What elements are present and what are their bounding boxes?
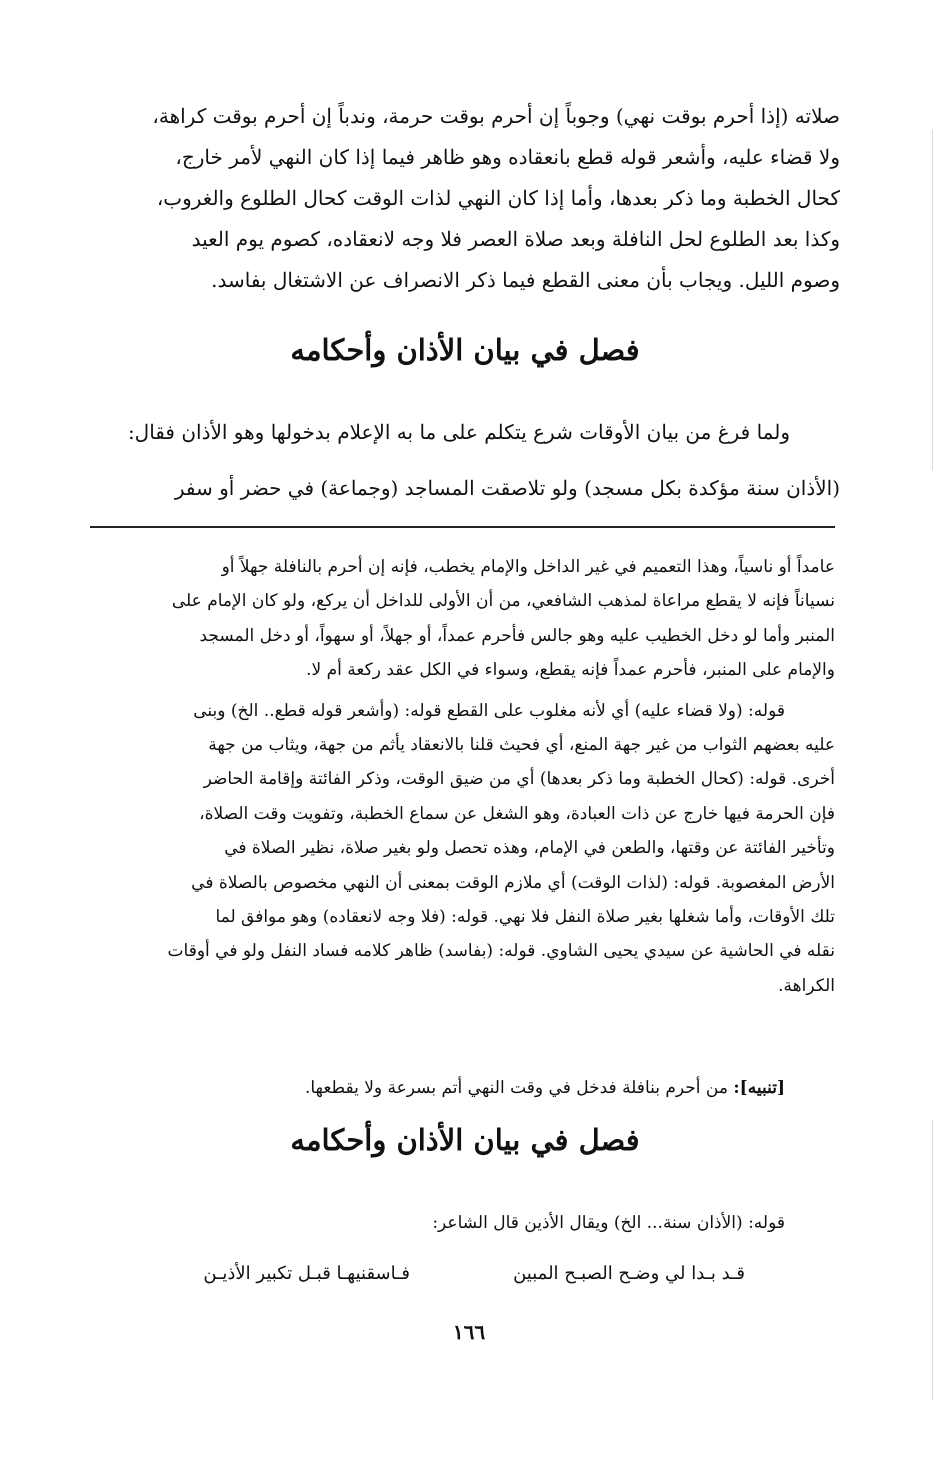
main-text-line: وصوم الليل. ويجاب بأن معنى القطع فيما ذكر الانصراف عن الاشتغال بفاسد. [211,268,840,292]
section-heading: فصل في بيان الأذان وأحكامه [290,333,640,367]
notice-label: [تنبيه]: [733,1078,785,1098]
commentary-line: نسياناً فإنه لا يقطع مراعاة لمذهب الشافعي، من أن الأولى للداخل أن يركع، ولو كان الإمام على [171,591,835,612]
verse-first-hemistich: قـد بـدا لي وضـح الصبـح المبين [513,1263,745,1284]
intro-block [90,404,840,516]
main-text-block [90,96,840,301]
commentary-line: وتأخير الفائتة عن وقتها، والطعن في الإمام، وهذه تحصل ولو بغير صلاة، نظير الصلاة في [224,838,835,859]
quote-intro: قوله: (الأذان سنة... الخ) ويقال الأذين قال الشاعر: [432,1213,785,1233]
commentary-line: الأرض المغصوبة. قوله: (لذات الوقت) أي ملازم الوقت بمعنى أن النهي مخصوص بالصلاة في [191,872,835,893]
footnote-separator [90,526,835,528]
verse-second-hemistich: فـاسقنيهـا قبـل تكبير الأذيـن [203,1263,410,1284]
scan-edge-mark [932,130,933,470]
notice-text: من أحرم بنافلة فدخل في وقت النهي أتم بسرعة ولا يقطعها. [304,1078,728,1098]
main-text-line: وكذا بعد الطلوع لحل النافلة وبعد صلاة العصر فلا وجه لانعقاده، كصوم يوم العيد [191,227,840,251]
commentary-line: أخرى. قوله: (كحال الخطبة وما ذكر بعدها) أي من ضيق الوقت، وذكر الفائتة وإقامة الحاضر [203,769,835,790]
commentary-line: الكراهة. [778,975,835,996]
main-text-line: صلاته (إذا أحرم بوقت نهي) وجوباً إن أحرم بوقت حرمة، وندباً إن أحرم بوقت كراهة، [152,104,840,128]
commentary-line: المنبر وأما لو دخل الخطيب عليه وهو جالس فأحرم عمداً، أو جهلاً، أو سهواً، أو دخل المسجد [199,625,835,646]
commentary-line: عامداً أو ناسياً، وهذا التعميم في غير الداخل والإمام يخطب، فإنه إن أحرم بالنافلة جهلاً أو [221,557,835,577]
commentary-line: نقله في الحاشية عن سيدي يحيى الشاوي. قوله: (بفاسد) ظاهر كلامه فساد النفل ولو في أوقات [167,941,835,962]
commentary-block [90,550,835,1003]
main-text-line: كحال الخطبة وما ذكر بعدها، وأما إذا كان النهي لذات الوقت كحال الطلوع والغروب، [156,186,840,210]
commentary-line: والإمام على المنبر، فأحرم عمداً فإنه يقطع، وسواء في الكل عقد ركعة أم لا. [306,660,835,681]
commentary-line: قوله: (ولا قضاء عليه) أي لأنه مغلوب على القطع قوله: (وأشعر قوله قطع.. الخ) وبنى [193,700,785,721]
main-text-line: ولا قضاء عليه، وأشعر قوله قطع بانعقاده وهو ظاهر فيما إذا كان النهي لأمر خارج، [175,145,840,169]
scan-edge-mark [932,1120,933,1400]
commentary-line: تلك الأوقات، وأما شغلها بغير صلاة النفل فلا نهي. قوله: (فلا وجه لانعقاده) وهو موافق لما [215,907,835,928]
intro-line: ولما فرغ من بيان الأوقات شرع يتكلم على ما به الإعلام بدخولها وهو الأذان فقال: [127,420,790,444]
notice-line [90,1071,835,1105]
intro-line: (الأذان سنة مؤكدة بكل مسجد) ولو تلاصقت المساجد (وجماعة) في حضر أو سفر [174,476,840,500]
page-number: ١٦٦ [452,1320,486,1344]
commentary-line: عليه بعضهم الثواب من غير جهة المنع، أي فحيث قلنا بالانعقاد يأثم من جهة، ويثاب من جهة [208,735,835,756]
section-heading: فصل في بيان الأذان وأحكامه [290,1123,640,1157]
commentary-line: فإن الحرمة فيها خارج عن ذات العبادة، وهو الشغل عن سماع الخطبة، وتفويت وقت الصلاة، [199,803,835,824]
